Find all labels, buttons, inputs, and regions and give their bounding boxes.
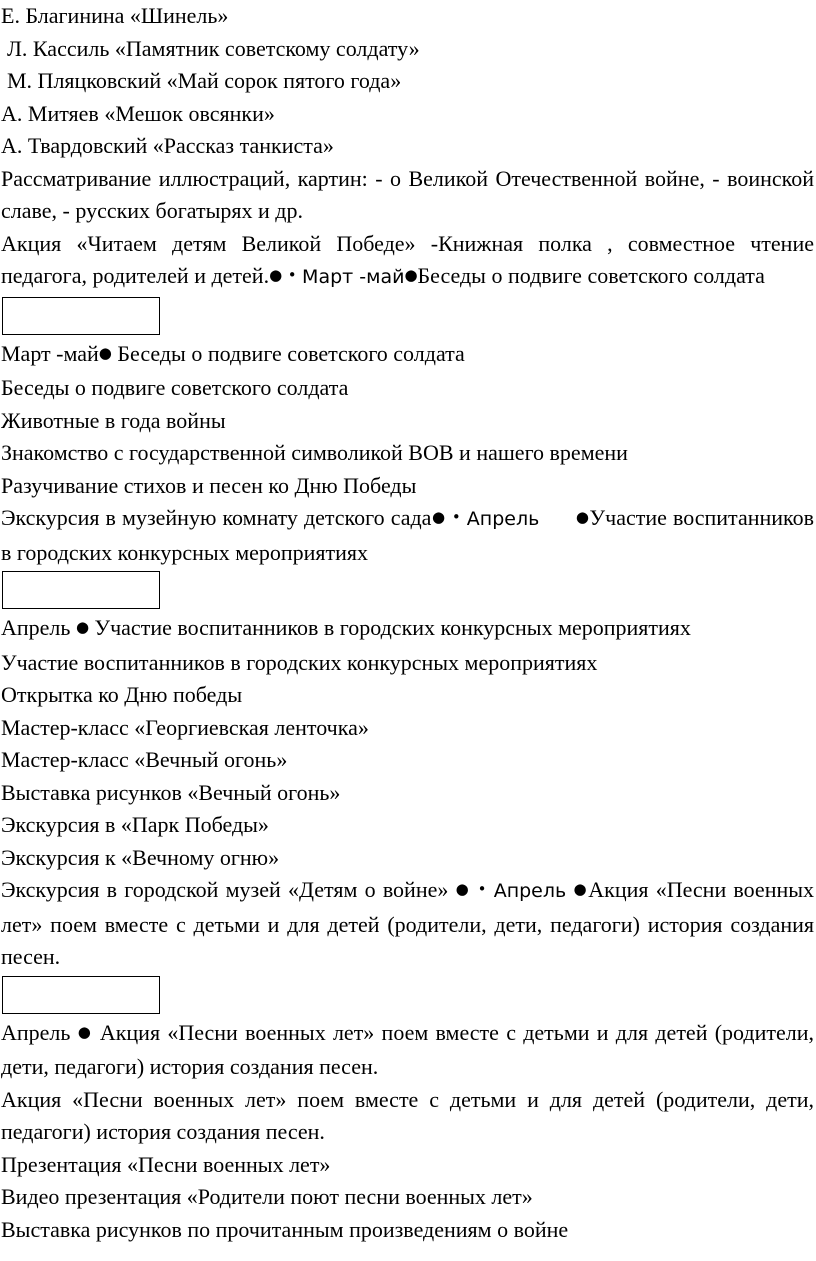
activity-paragraph [1,874,814,974]
activity-line: Выставка рисунков «Вечный огонь» [1,779,341,805]
activity-text: Участие воспитанников в городских конкурсных мероприятиях [1,505,814,565]
activity-line: Разучивание стихов и песен ко Дню Победы [1,472,417,498]
bullet-icon: ● [573,880,589,898]
month-label: Апрель [493,880,567,902]
activity-line: Экскурсия к «Вечному огню» [1,844,280,870]
activity-paragraph [1,228,814,295]
bullet-icon: • [477,880,487,898]
activity-line: Открытка ко Дню победы [1,682,243,707]
month-label: Апрель [1,1019,71,1045]
book-item: Е. Благинина «Шинель» [1,3,229,28]
activity-line: Экскурсия в «Парк Победы» [1,812,269,837]
month-label: Апрель [1,615,71,640]
month-label: Март -май [302,266,405,288]
bullet-icon: ● [431,508,446,526]
empty-table-cell [2,976,160,1014]
activity-line: Мастер-класс «Георгиевская ленточка» [1,714,369,740]
bullet-icon: ● [98,343,112,362]
bullet-icon: ● [455,880,471,898]
bullet-icon: • [451,508,461,526]
activity-paragraph [1,502,814,569]
month-label: Апрель [466,508,540,530]
activity-text: Экскурсия в городской музей «Детям о войне» [1,877,456,902]
book-item: М. Пляцковский «Май сорок пятого года» [7,68,402,93]
book-item: Л. Кассиль «Памятник советскому солдату» [7,35,420,61]
activity-line: Презентация «Песни военных лет» [1,1151,331,1177]
activity-line: Видео презентация «Родители поют песни военных лет» [1,1184,533,1209]
bullet-icon: ● [75,618,90,636]
activity-text: Участие воспитанников в городских конкурсных мероприятиях [89,615,691,640]
activity-paragraph: Рассматривание иллюстраций, картин: - о Великой Отечественной войне, - воинской славе, - русских богатырях и др. [1,165,814,223]
activity-line: Животные в года войны [1,407,226,433]
month-label: Март -май [1,340,99,366]
bullet-icon: ● [77,1022,93,1041]
activity-paragraph [1,1017,814,1084]
bullet-icon: • [287,266,297,284]
activity-text: Беседы о подвиге советского солдата [111,340,465,366]
activity-text: Акция «Песни военных лет» поем вместе с детьми и для детей (родители, дети, педагоги) история создания песен. [1,1019,815,1079]
activity-line: Выставка рисунков по прочитанным произведениям о войне [1,1216,569,1242]
activity-line: Участие воспитанников в городских конкурсных мероприятиях [1,649,598,675]
activity-line: Мастер-класс «Вечный огонь» [1,747,288,772]
activity-line [1,612,814,647]
activity-text: Акция «Песни военных лет» поем вместе с детьми и для детей (родители, дети, педагоги) история создания песен. [1,877,815,969]
book-item: А. Твардовский «Рассказ танкиста» [1,133,334,158]
book-item: А. Митяев «Мешок овсянки» [1,100,275,126]
activity-text: Экскурсия в музейную комнату детского сада [1,505,432,530]
empty-table-cell [2,297,160,335]
activity-text: Акция «Читаем детям Великой Победе» -Книжная полка , совместное чтение педагога, родителей и детей. [1,230,814,288]
activity-line [1,338,814,373]
bullet-icon: ● [575,508,590,526]
activity-text: Беседы о подвиге советского солдата [417,263,765,288]
activity-line: Знакомство с государственной символикой ВОВ и нашего времени [1,440,628,465]
activity-paragraph: Акция «Песни военных лет» поем вместе с детьми и для детей (родители, дети, педагоги) история создания песен. [1,1086,814,1144]
bullet-icon: ● [404,266,418,284]
bullet-icon: ● [269,266,283,284]
empty-table-cell [2,571,160,609]
activity-line: Беседы о подвиге советского солдата [1,375,349,400]
